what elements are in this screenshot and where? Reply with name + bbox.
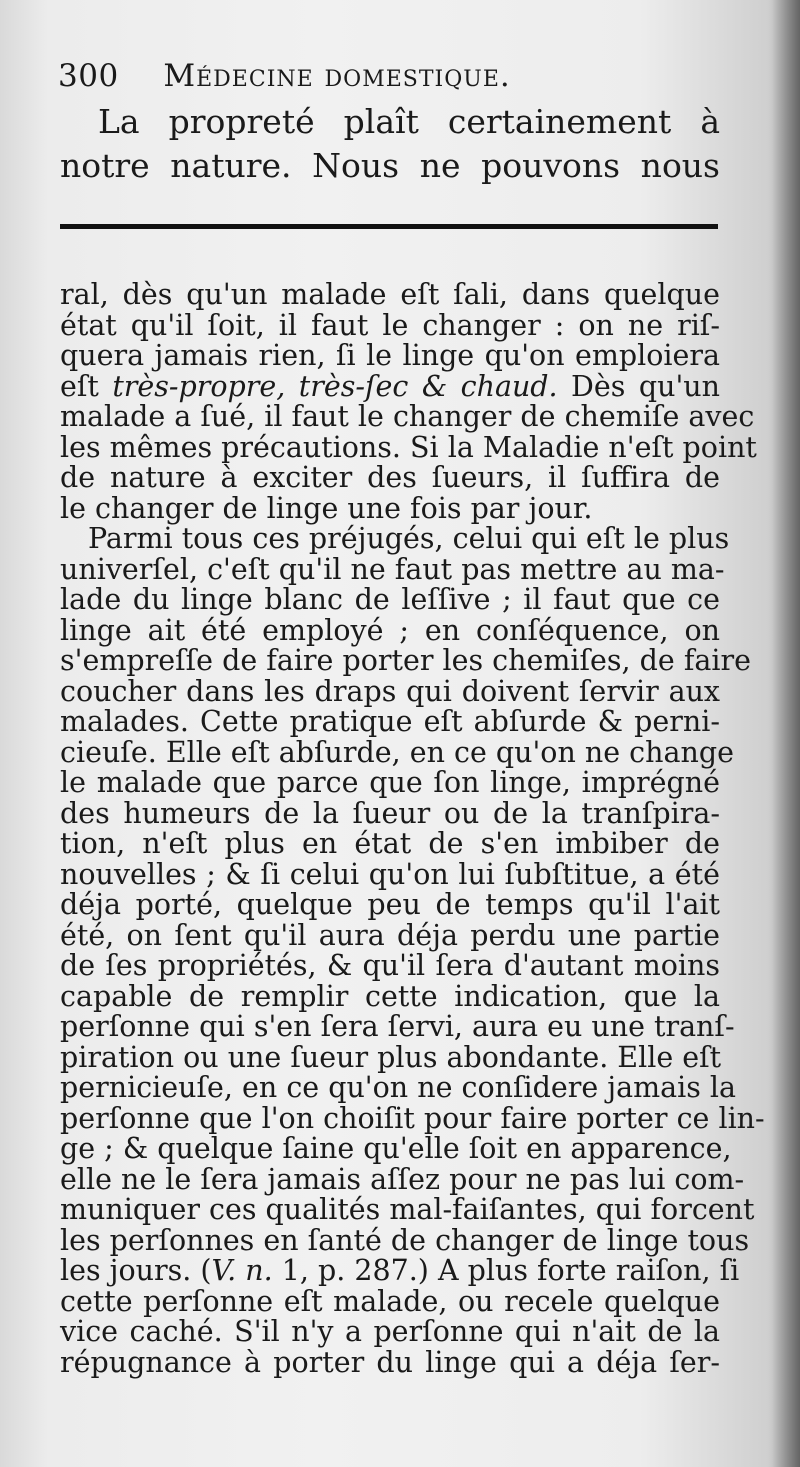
text-run: 1, p. 287.) A plus forte raiſon, ſi	[272, 1254, 740, 1287]
text-line: vice caché. S'il n'y a perſonne qui n'ait de la	[60, 1315, 720, 1348]
text-line: piration ou une ſueur plus abondante. Elle eſt	[60, 1040, 722, 1074]
text-line: répugnance à porter du linge qui a déja ſer-	[60, 1345, 720, 1379]
text-line: coucher dans les draps qui doivent ſervir aux	[60, 674, 720, 708]
page-number: 300	[58, 58, 119, 94]
italic-run: très-propre, très-ſec & chaud.	[112, 369, 558, 403]
text-line: perſonne qui s'en ſera ſervi, aura eu une tranſ-	[60, 1010, 735, 1043]
text-line: les perſonnes en ſanté de changer de linge tous	[60, 1223, 750, 1257]
text-line: état qu'il ſoit, il faut le changer : on ne riſ-	[60, 308, 720, 342]
text-run: Dès qu'un	[557, 369, 720, 403]
text-line: le changer de linge une fois par jour.	[60, 491, 593, 525]
text-line: nouvelles ; & ſi celui qu'on lui ſubſtitue, a été	[60, 857, 720, 891]
text-line: capable de remplir cette indication, que la	[60, 979, 720, 1013]
text-line: ge ; & quelque ſaine qu'elle ſoit en apparence,	[60, 1132, 732, 1165]
text-line: La propreté plaît certainement à	[98, 102, 720, 141]
text-run: les jours. (	[60, 1254, 212, 1287]
text-line: muniquer ces qualités mal-faiſantes, qui forcent	[60, 1193, 755, 1226]
text-line	[60, 1254, 740, 1287]
show-through-text	[90, 180, 710, 280]
text-line: de ſes propriétés, & qu'il ſera d'autant moins	[60, 949, 720, 982]
text-line: quera jamais rien, ſi le linge qu'on emploiera	[60, 339, 720, 372]
main-text-block	[60, 278, 765, 1379]
text-line: tion, n'eſt plus en état de s'en imbiber de	[60, 827, 720, 860]
text-line: le malade que parce que ſon linge, imprégné	[60, 766, 720, 799]
text-line: notre nature. Nous ne pouvons nous	[60, 146, 720, 185]
text-line: malades. Cette pratique eſt abſurde & perni-	[60, 705, 720, 738]
text-line: de nature à exciter des ſueurs, il ſuffira de	[60, 461, 720, 494]
text-line: Parmi tous ces préjugés, celui qui eſt le plus	[88, 522, 730, 555]
separator-rule	[60, 224, 718, 229]
text-line: ral, dès qu'un malade eſt ſali, dans quelque	[60, 278, 720, 311]
text-line: déja porté, quelque peu de temps qu'il l'ait	[60, 888, 720, 921]
text-line: linge ait été employé ; en conſéquence, on	[60, 613, 720, 647]
text-line: des humeurs de la ſueur ou de la tranſpira-	[60, 796, 720, 830]
running-title: Médecine domestique.	[163, 58, 511, 94]
text-line	[60, 369, 720, 403]
text-line: les mêmes précautions. Si la Maladie n'eſt point	[60, 430, 757, 464]
top-paragraph	[60, 100, 720, 188]
text-run: eſt	[60, 369, 113, 403]
text-line: cieuſe. Elle eſt abſurde, en ce qu'on ne change	[60, 735, 734, 769]
page-gutter-shadow	[772, 0, 800, 1467]
page-header	[58, 58, 738, 98]
text-line: univerſel, c'eſt qu'il ne faut pas mettre au ma-	[60, 552, 725, 586]
text-line: elle ne le ſera jamais aſſez pour ne pas lui com-	[60, 1162, 745, 1196]
text-line: s'empreſſe de faire porter les chemiſes, de faire	[60, 644, 751, 677]
italic-run: V. n.	[211, 1254, 273, 1287]
text-line: perſonne que l'on choiſit pour faire porter ce lin-	[60, 1101, 765, 1135]
text-line: malade a ſué, il faut le changer de chemiſe avec	[60, 400, 755, 433]
text-line: été, on ſent qu'il aura déja perdu une partie	[60, 918, 720, 952]
text-line: cette perſonne eſt malade, ou recele quelque	[60, 1284, 720, 1318]
text-line: lade du linge blanc de leſſive ; il faut que ce	[60, 583, 720, 616]
text-line: pernicieuſe, en ce qu'on ne conſidere jamais la	[60, 1071, 737, 1104]
